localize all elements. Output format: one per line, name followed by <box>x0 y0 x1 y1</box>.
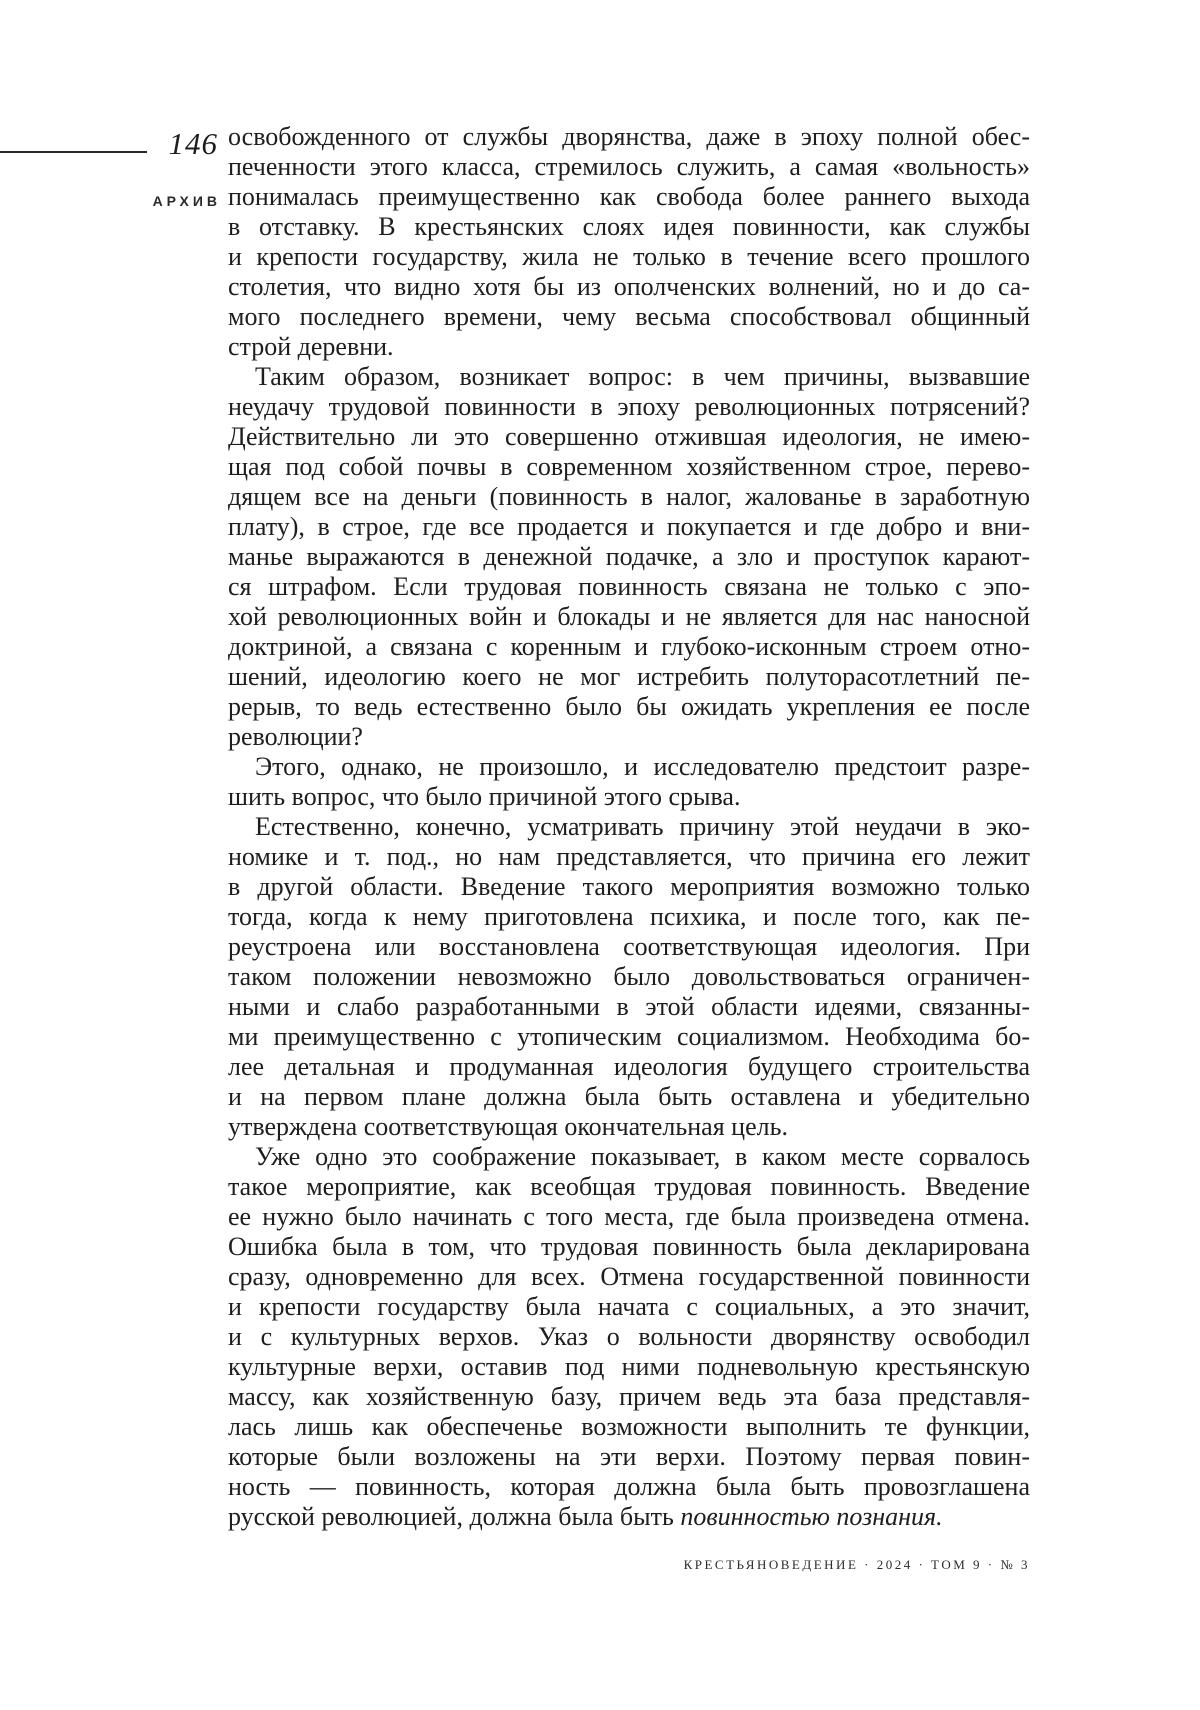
text-line: в отставку. В крестьянских слоях идея повинности, как службы <box>228 212 1030 241</box>
text-line: шить вопрос, что было причиной этого срыва. <box>228 782 741 811</box>
text-line: плату), в строе, где все продается и покупается и где добро и вни- <box>228 512 1030 541</box>
paragraph <box>228 812 1030 1142</box>
text-line: номике и т. под., но нам представляется, что причина его лежит <box>228 842 1030 871</box>
text-line: ее нужно было начинать с того места, где была произведена отмена. <box>228 1202 1030 1231</box>
text-line: щая под собой почвы в современном хозяйственном строе, перево- <box>228 452 1030 481</box>
text-line <box>228 1502 1030 1532</box>
emphasized-text: повинностью познания. <box>680 1502 943 1531</box>
text-line: неудачу трудовой повинности в эпоху революционных потрясений? <box>228 392 1030 421</box>
text-line: ся штрафом. Если трудовая повинность связана не только с эпо- <box>228 572 1030 601</box>
text-line: в другой области. Введение такого мероприятия возможно только <box>228 872 1030 901</box>
page-number: 146 <box>168 126 218 161</box>
text-line: строй деревни. <box>228 332 394 361</box>
text-line: рерыв, то ведь естественно было бы ожидать укрепления ее после <box>228 692 1030 721</box>
text-line: реустроена или восстановлена соответствующая идеология. При <box>228 932 1030 961</box>
text-line: манье выражаются в денежной подачке, а зло и проступок карают- <box>228 542 1030 571</box>
text-line: печенности этого класса, стремилось служить, а самая «вольность» <box>228 152 1030 181</box>
text-line: шений, идеологию коего не мог истребить полуторасотлетний пе- <box>228 662 1030 691</box>
text-line: дящем все на деньги (повинность в налог, жалованье в заработную <box>228 482 1030 511</box>
text-line: такое мероприятие, как всеобщая трудовая повинность. Введение <box>228 1172 1030 1201</box>
text-line: культурные верхи, оставив под ними подневольную крестьянскую <box>228 1352 1030 1381</box>
text-line: ными и слабо разработанными в этой области идеями, связанны- <box>228 992 1030 1021</box>
text-line: мого последнего времени, чему весьма способствовал общинный <box>228 302 1030 331</box>
paragraph <box>228 752 1030 812</box>
text-line: массу, как хозяйственную базу, причем ведь эта база представля- <box>228 1382 1030 1411</box>
text-line: Таким образом, возникает вопрос: в чем причины, вызвавшие <box>255 362 1030 391</box>
text-line: которые были возложены на эти верхи. Поэтому первая повин- <box>228 1442 1030 1471</box>
text-line: лась лишь как обеспеченье возможности выполнить те функции, <box>228 1412 1030 1441</box>
text-line: и крепости государству была начата с социальных, а это значит, <box>228 1292 1030 1321</box>
text-line: ми преимущественно с утопическим социализмом. Необходима бо- <box>228 1022 1030 1051</box>
text-line: ность — повинность, которая должна была быть провозглашена <box>228 1472 1030 1501</box>
text-line: тогда, когда к нему приготовлена психика, и после того, как пе- <box>228 902 1030 931</box>
text-line: Действительно ли это совершенно отжившая идеология, не имею- <box>228 422 1030 451</box>
text-line: столетия, что видно хотя бы из ополченских волнений, но и до са- <box>228 272 1030 301</box>
text-line: революции? <box>228 722 363 751</box>
text-line: понималась преимущественно как свобода более раннего выхода <box>228 182 1030 211</box>
journal-footer: КРЕСТЬЯНОВЕДЕНИЕ · 2024 · ТОМ 9 · № 3 <box>683 1557 1030 1572</box>
text-line: утверждена соответствующая окончательная цель. <box>228 1112 788 1141</box>
text-line: лее детальная и продуманная идеология будущего строительства <box>228 1052 1030 1081</box>
text-line: Ошибка была в том, что трудовая повинность была декларирована <box>228 1232 1030 1261</box>
text-line: доктриной, а связана с коренным и глубоко-исконным строем отно- <box>228 632 1030 661</box>
text-line: хой революционных войн и блокады и не является для нас наносной <box>228 602 1030 631</box>
text-line: и на первом плане должна была быть оставлена и убедительно <box>228 1082 1030 1111</box>
text-line: Естественно, конечно, усматривать причину этой неудачи в эко- <box>255 812 1030 841</box>
text-line: Этого, однако, не произошло, и исследователю предстоит разре- <box>255 752 1030 781</box>
text-segment: русской революцией, должна была быть <box>228 1502 681 1531</box>
text-line: и крепости государству, жила не только в течение всего прошлого <box>228 242 1030 271</box>
article-body <box>228 122 1030 1532</box>
section-label: АРХИВ <box>152 193 221 209</box>
text-line: сразу, одновременно для всех. Отмена государственной повинности <box>228 1262 1030 1291</box>
paragraph <box>228 1142 1030 1532</box>
text-line: освобожденного от службы дворянства, даже в эпоху полной обес- <box>228 122 1030 151</box>
text-line: и с культурных верхов. Указ о вольности дворянству освободил <box>228 1322 1030 1351</box>
paragraph <box>228 362 1030 752</box>
paragraph <box>228 122 1030 362</box>
text-line: таком положении невозможно было довольствоваться ограничен- <box>228 962 1030 991</box>
text-line: Уже одно это соображение показывает, в каком месте сорвалось <box>255 1142 1030 1171</box>
